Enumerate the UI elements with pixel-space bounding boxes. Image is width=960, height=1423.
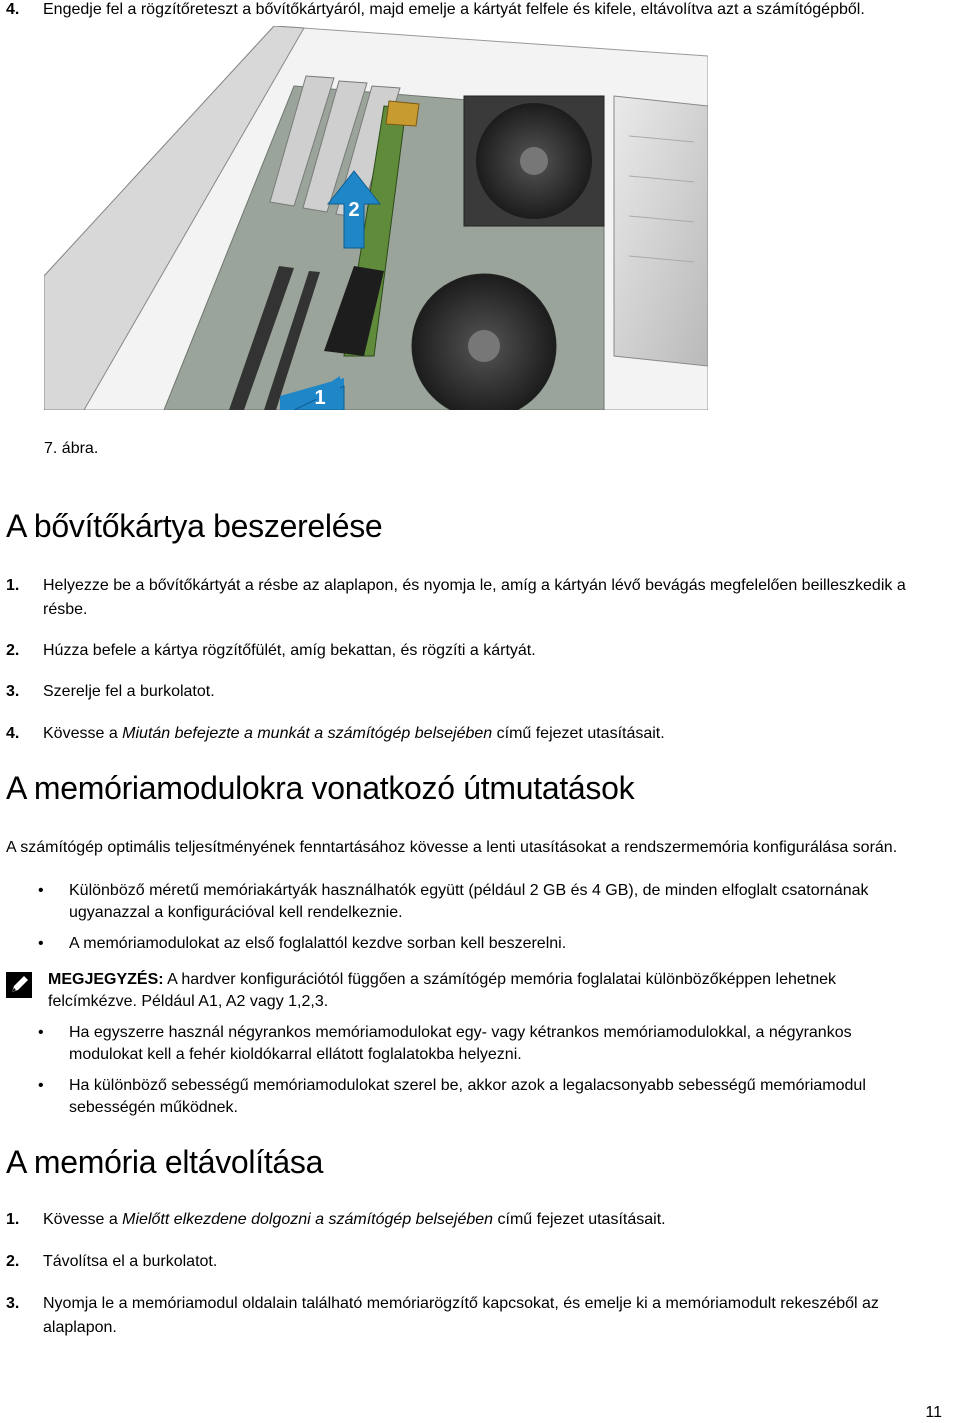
step-text: Kövesse a Miután befejezte a munkát a számítógép belsejében című fejezet utasításait. — [43, 725, 665, 742]
cross-reference-link[interactable]: Miután befejezte a munkát a számítógép belsejében — [122, 725, 493, 742]
step-text: Engedje fel a rögzítőreteszt a bővítőkártyáról, majd emelje a kártyát felfele és kifele, eltávolítva azt a számítógépből. — [43, 1, 865, 18]
step-text: Húzza befele a kártya rögzítőfülét, amíg bekattan, és rögzíti a kártyát. — [43, 642, 536, 659]
step-number: 3. — [6, 1295, 20, 1312]
heading-install-card: A bővítőkártya beszerelése — [6, 508, 383, 544]
bullet-icon: • — [38, 1024, 44, 1041]
heading-memory-guidelines: A memóriamodulokra vonatkozó útmutatások — [6, 770, 635, 806]
step-text: Szerelje fel a burkolatot. — [43, 683, 215, 700]
step-number: 2. — [6, 1253, 20, 1270]
step-number: 2. — [6, 642, 20, 659]
expansion-card-illustration — [44, 26, 708, 410]
step-number: 1. — [6, 1211, 20, 1228]
step-text: Távolítsa el a burkolatot. — [43, 1253, 218, 1270]
figure-caption: 7. ábra. — [44, 440, 99, 457]
step-text: Helyezze be a bővítőkártyát a résbe az alaplapon, és nyomja le, amíg a kártyán lévő bevágás megfelelően beilleszkedik a résbe. — [43, 577, 906, 618]
step-text: Kövesse a Mielőtt elkezdene dolgozni a számítógép belsejében című fejezet utasításait. — [43, 1211, 666, 1228]
step-number: 4. — [6, 725, 20, 742]
step-text: Nyomja le a memóriamodul oldalain található memóriarögzítő kapcsokat, és emelje ki a memóriamodult rekeszéből az alaplapon. — [43, 1295, 879, 1336]
memory-note: MEGJEGYZÉS: A hardver konfigurációtól függően a számítógép memória foglalatai különbözőképpen lehetnek felcímkézve. Például A1, A2 vagy 1,2,3. — [48, 971, 837, 1010]
step-number: 3. — [6, 683, 20, 700]
step-number: 4. — [6, 1, 20, 18]
bullet-icon: • — [38, 935, 44, 952]
cross-reference-link[interactable]: Mielőtt elkezdene dolgozni a számítógép belsejében — [122, 1211, 494, 1228]
bullet-icon: • — [38, 882, 44, 899]
note-pencil-icon — [6, 972, 32, 998]
memory-intro-paragraph: A számítógép optimális teljesítményének fenntartásához kövesse a lenti utasításokat a rendszermemória konfigurálása során. — [6, 839, 898, 856]
callout-1: 1 — [314, 387, 326, 409]
heading-remove-memory: A memória eltávolítása — [6, 1144, 324, 1180]
step-number: 1. — [6, 577, 20, 594]
callout-2: 2 — [348, 199, 360, 221]
note-label: MEGJEGYZÉS: — [48, 971, 164, 988]
bullet-icon: • — [38, 1077, 44, 1094]
page-number: 11 — [925, 1404, 942, 1421]
